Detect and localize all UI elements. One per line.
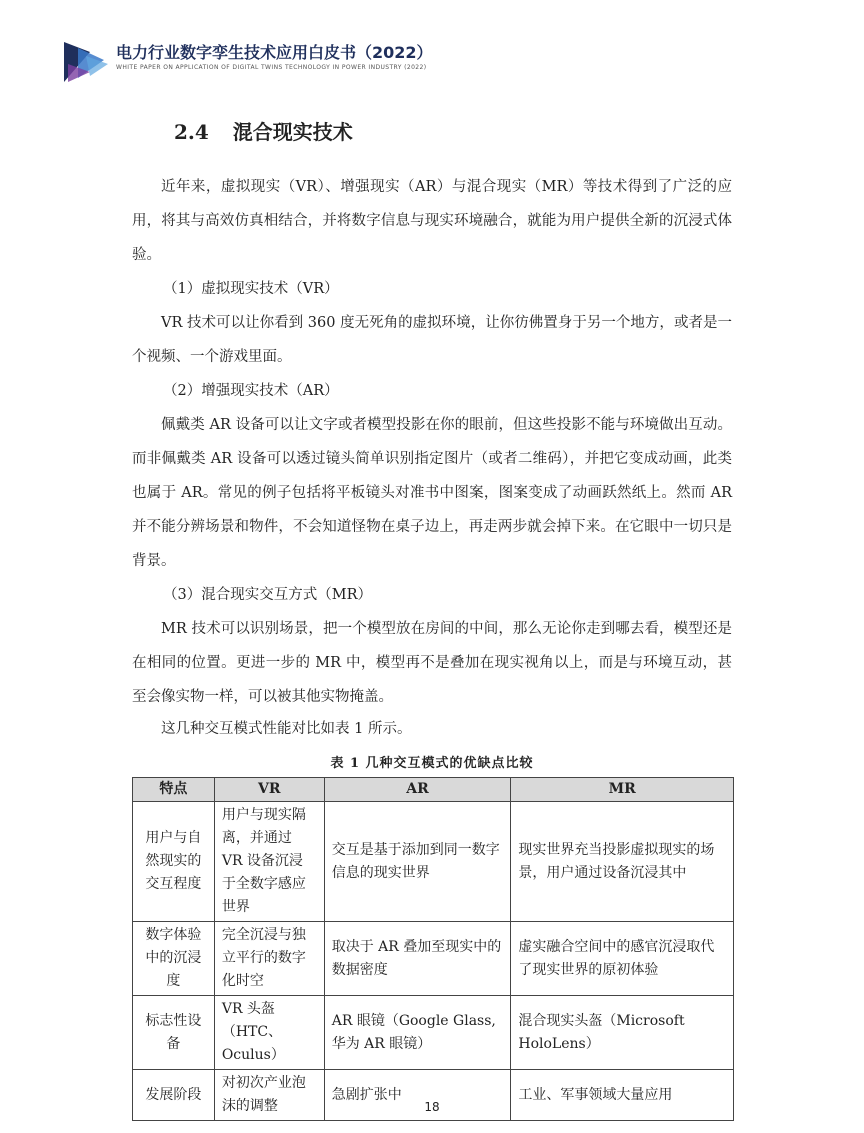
comparison-table bbox=[132, 777, 734, 1121]
section-title: 混合现实技术 bbox=[232, 120, 353, 144]
section-number: 2.4 bbox=[174, 120, 209, 144]
table-row bbox=[133, 802, 734, 922]
table-cell: 取决于 AR 叠加至现实中的数据密度 bbox=[324, 922, 511, 996]
table-cell: 虚实融合空间中的感官沉浸取代了现实世界的原初体验 bbox=[511, 922, 734, 996]
table-intro-paragraph: 这几种交互模式性能对比如表 1 所示。 bbox=[161, 721, 412, 737]
table-header-row bbox=[133, 778, 734, 802]
table-cell: 对初次产业泡沫的调整 bbox=[214, 1070, 324, 1121]
vr-subheading: （1）虚拟现实技术（VR） bbox=[163, 281, 339, 297]
mr-paragraph: MR 技术可以识别场景，把一个模型放在房间的中间，那么无论你走到哪去看，模型还是在相同的位置。更进一步的 MR 中，模型再不是叠加在现实视角以上，而是与环境互动，甚至会像实物一样，可以被其他实物掩盖。 bbox=[132, 621, 732, 705]
header-cell-ar: AR bbox=[324, 778, 511, 802]
table-cell: 发展阶段 bbox=[133, 1070, 215, 1121]
table-row bbox=[133, 996, 734, 1070]
table-cell: VR 头盔（HTC、Oculus） bbox=[214, 996, 324, 1070]
table-cell: 工业、军事领域大量应用 bbox=[511, 1070, 734, 1121]
table-cell: 完全沉浸与独立平行的数字化时空 bbox=[214, 922, 324, 996]
section-heading bbox=[174, 116, 353, 145]
header-cell-feature: 特点 bbox=[133, 778, 215, 802]
document-title: 电力行业数字孪生技术应用白皮书（2022） bbox=[116, 43, 433, 62]
header-cell-vr: VR bbox=[214, 778, 324, 802]
ar-subheading: （2）增强现实技术（AR） bbox=[163, 383, 339, 399]
table-cell: 现实世界充当投影虚拟现实的场景，用户通过设备沉浸其中 bbox=[511, 802, 734, 922]
table-cell: 用户与自然现实的交互程度 bbox=[133, 802, 215, 922]
table-cell: 数字体验中的沉浸度 bbox=[133, 922, 215, 996]
triangle-logo-icon bbox=[60, 38, 110, 84]
page-header bbox=[60, 36, 820, 86]
table-row bbox=[133, 922, 734, 996]
table-cell: 混合现实头盔（Microsoft HoloLens） bbox=[511, 996, 734, 1070]
header-cell-mr: MR bbox=[511, 778, 734, 802]
table-cell: AR 眼镜（Google Glass,华为 AR 眼镜） bbox=[324, 996, 511, 1070]
ar-paragraph: 佩戴类 AR 设备可以让文字或者模型投影在你的眼前，但这些投影不能与环境做出互动。而非佩戴类 AR 设备可以透过镜头简单识别指定图片（或者二维码），并把它变成动画，此类也属于 AR。常见的例子包括将平板镜头对准书中图案，图案变成了动画跃然纸上。然而 AR 并不能分辨场景和物件，不会知道怪物在桌子边上，再走两步就会掉下来。在它眼中一切只是背景。 bbox=[132, 417, 732, 569]
vr-paragraph: VR 技术可以让你看到 360 度无死角的虚拟环境，让你彷佛置身于另一个地方，或者是一个视频、一个游戏里面。 bbox=[132, 315, 732, 365]
table-cell: 标志性设备 bbox=[133, 996, 215, 1070]
table-cell: 急剧扩张中 bbox=[324, 1070, 511, 1121]
mr-subheading: （3）混合现实交互方式（MR） bbox=[163, 587, 372, 603]
intro-paragraph: 近年来，虚拟现实（VR）、增强现实（AR）与混合现实（MR）等技术得到了广泛的应用，将其与高效仿真相结合，并将数字信息与现实环境融合，就能为用户提供全新的沉浸式体验。 bbox=[132, 179, 732, 263]
page-number: 18 bbox=[424, 1100, 440, 1114]
document-subtitle: WHITE PAPER ON APPLICATION OF DIGITAL TWINS TECHNOLOGY IN POWER INDUSTRY (2022) bbox=[116, 64, 427, 71]
table-caption: 表 1 几种交互模式的优缺点比较 bbox=[330, 756, 534, 771]
table-cell: 交互是基于添加到同一数字信息的现实世界 bbox=[324, 802, 511, 922]
table-cell: 用户与现实隔离，并通过 VR 设备沉浸于全数字感应世界 bbox=[214, 802, 324, 922]
